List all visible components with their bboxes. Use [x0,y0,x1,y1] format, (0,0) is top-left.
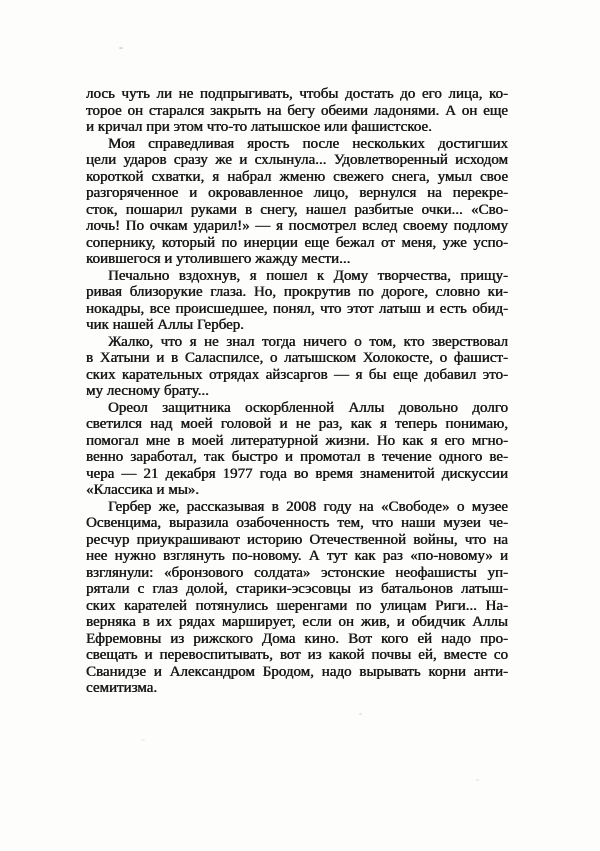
text-line: взглянули: «бронзового солдата» эстонские неофашисты уп- [86,564,508,581]
text-line: помогал мне в моей литературной жизни. Но как я его мгно- [86,432,508,449]
page-text-block [86,86,508,697]
text-line: ривая близорукие глаза. Но, прокрутив по дороге, словно ки- [86,284,508,300]
text-line: рятали с глаз долой, старики-эсэсовцы из батальонов латыш- [86,581,508,597]
text-line paragraph-end: чик нашей Аллы Гербер. [86,317,244,333]
text-line: нее нужно взглянуть по-новому. А тут как раз «по-новому» и [86,548,508,564]
text-line: сток, пошарил руками в снегу, нашел разбитые очки... «Сво- [86,201,508,218]
text-line paragraph-start: Моя справедливая ярость после нескольких достигших [108,135,508,152]
text-line paragraph-start: Жалко, что я не знал тогда ничего о том, кто зверствовал [108,333,508,350]
text-line: венно заработал, так быстро и промотал в течение одного ве- [86,449,508,465]
text-line: цели ударов сразу же и схлынула... Удовлетворенный исходом [86,152,508,168]
text-line: короткой схватки, я набрал жменю свежего снега, умыл свое [86,168,508,185]
text-line paragraph-start: Ореол защитника оскорбленной Аллы довольно долго [108,399,508,416]
text-line: торое он старался закрыть на бегу обеими ладонями. А он еще [86,102,508,119]
text-line: разгоряченное и окровавленное лицо, вернулся на перекре- [86,185,508,201]
text-line: сопернику, который по инерции еще бежал от меня, уже успо- [86,234,508,251]
scan-speck [119,47,123,49]
text-line: ских карателей потянулись шеренгами по улицам Риги... На- [86,597,508,614]
text-line: верняка в их рядах марширует, если он жив, и обидчик Аллы [86,614,508,630]
text-line: лось чуть ли не подпрыгивать, чтобы достать до его лица, ко- [86,86,508,102]
text-line: чера — 21 декабря 1977 года во время знаменитой дискуссии [86,465,508,482]
text-line paragraph-end: и кричал при этом что-то латышское или фашистское. [86,119,432,135]
text-line paragraph-end: семитизма. [86,680,158,696]
scan-speck [359,713,362,715]
text-line: Сванидзе и Александром Бродом, надо вырывать корни анти- [86,663,508,680]
text-line: нокадры, все происшедшее, понял, что этот латыш и есть обид- [86,300,508,317]
text-line paragraph-start: Гербер же, рассказывая в 2008 году на «Свободе» о музее [108,498,508,515]
text-line paragraph-end: «Классика и мы». [86,482,200,498]
scan-speck [476,779,479,781]
text-line: лочь! По очкам ударил!» — я посмотрел вслед своему подлому [86,218,508,234]
text-line: свещать и перевоспитывать, вот из какой почвы ей, вместе со [86,647,508,663]
text-line paragraph-end: коившегося и утолившего жажду мести... [86,251,351,267]
text-line: светился над моей головой и не раз, как я теперь понимаю, [86,416,508,432]
text-line paragraph-start: Печально вздохнув, я пошел к Дому творчества, прищу- [108,267,508,284]
text-line: Ефремовны из рижского Дома кино. Вот кого ей надо про- [86,630,508,647]
text-line: Освенцима, выразила озабоченность тем, что наши музеи че- [86,515,508,531]
text-line: ресчур приукрашивают историю Отечественной войны, что на [86,531,508,548]
text-line: в Хатыни и в Саласпилсе, о латышском Холокосте, о фашист- [86,350,508,366]
text-line: ских карательных отрядах айзсаргов — я бы еще добавил это- [86,366,508,383]
scan-speck [141,739,145,741]
text-line paragraph-end: му лесному брату... [86,383,209,399]
